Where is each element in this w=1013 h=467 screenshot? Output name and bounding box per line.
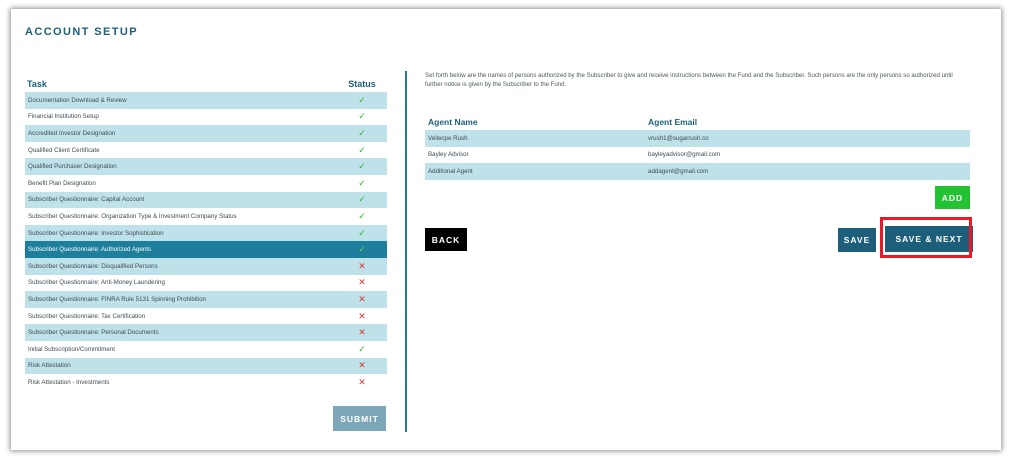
add-agent-button[interactable]: ADD (935, 186, 970, 209)
task-row[interactable] (25, 225, 387, 242)
task-name: Subscriber Questionnaire: Organization Type & Investment Company Status (28, 212, 237, 220)
task-name: Qualified Purchaser Designation (28, 163, 117, 171)
task-name: Subscriber Questionnaire: Authorized Agents (28, 246, 152, 254)
task-row[interactable] (25, 158, 387, 175)
task-name: Subscriber Questionnaire: Personal Documents (28, 329, 159, 337)
account-setup-window (11, 9, 1001, 450)
agent-table-header (425, 113, 970, 130)
task-table (25, 75, 387, 391)
task-row[interactable] (25, 358, 387, 375)
check-icon: ✓ (358, 111, 366, 122)
task-row[interactable] (25, 208, 387, 225)
task-row[interactable] (25, 275, 387, 292)
highlight-box (880, 217, 972, 258)
save-and-next-button[interactable]: SAVE & NEXT (885, 226, 973, 252)
cross-icon: ✕ (358, 293, 366, 304)
task-name: Subscriber Questionnaire: Disqualified Persons (28, 262, 158, 270)
agents-intro-text: Set forth below are the names of persons authorized by the Subscriber to give and receive instructions between the Fund and the Subscriber. Such persons are the only persons so authorized until further notice is given by the Subscriber to the Fund. (425, 72, 953, 88)
save-button[interactable]: SAVE (838, 228, 876, 252)
task-row[interactable] (25, 175, 387, 192)
check-icon: ✓ (358, 144, 366, 155)
status-column-header: Status (348, 78, 376, 89)
agent-email: vrush1@sugarrush.co (648, 134, 709, 142)
agent-email-header: Agent Email (648, 116, 698, 127)
agent-email: bayleyadvisor@gmail.com (648, 151, 721, 159)
task-row[interactable] (25, 341, 387, 358)
task-name: Accredited Investor Designation (28, 129, 116, 137)
check-icon: ✓ (358, 94, 366, 105)
agent-row[interactable] (425, 163, 970, 180)
task-name: Financial Institution Setup (28, 113, 99, 121)
check-icon: ✓ (358, 194, 366, 205)
agent-email: addagent@gmail.com (648, 167, 709, 175)
agent-name: Additional Agent (428, 167, 473, 175)
check-icon: ✓ (358, 244, 366, 255)
task-name: Benefit Plan Designation (28, 179, 96, 187)
task-column-header: Task (27, 78, 47, 89)
task-row[interactable] (25, 374, 387, 391)
task-row[interactable] (25, 109, 387, 126)
agent-table (425, 113, 970, 180)
agent-name-header: Agent Name (428, 116, 478, 127)
task-row[interactable] (25, 258, 387, 275)
cross-icon: ✕ (358, 277, 366, 288)
cross-icon: ✕ (358, 360, 366, 371)
agent-name: Bayley Advisor (428, 151, 469, 159)
task-row-selected[interactable] (25, 241, 387, 258)
task-rows (25, 92, 387, 391)
task-table-header (25, 75, 387, 92)
cross-icon: ✕ (358, 260, 366, 271)
agent-rows (425, 130, 970, 180)
task-row[interactable] (25, 308, 387, 325)
check-icon: ✓ (358, 210, 366, 221)
cross-icon: ✕ (358, 327, 366, 338)
task-name: Documentation Download & Review (28, 96, 127, 104)
check-icon: ✓ (358, 343, 366, 354)
check-icon: ✓ (358, 161, 366, 172)
task-row[interactable] (25, 125, 387, 142)
task-name: Subscriber Questionnaire: Tax Certification (28, 312, 146, 320)
task-name: Initial Subscription/Commitment (28, 345, 115, 353)
task-name: Risk Attestation - Investments (28, 378, 110, 386)
check-icon: ✓ (358, 227, 366, 238)
cross-icon: ✕ (358, 376, 366, 387)
task-name: Qualified Client Certificate (28, 146, 100, 154)
check-icon: ✓ (358, 127, 366, 138)
task-name: Subscriber Questionnaire: Capital Account (28, 196, 145, 204)
task-row[interactable] (25, 92, 387, 109)
task-name: Risk Attestation (28, 362, 71, 370)
panel-divider (405, 71, 407, 432)
agent-name: Vellecpe Rush (428, 134, 468, 142)
check-icon: ✓ (358, 177, 366, 188)
submit-button[interactable]: SUBMIT (333, 406, 386, 431)
agent-row[interactable] (425, 147, 970, 164)
cross-icon: ✕ (358, 310, 366, 321)
task-name: Subscriber Questionnaire: FINRA Rule 5131 Spinning Prohibition (28, 295, 207, 303)
back-button[interactable]: BACK (425, 228, 467, 251)
task-name: Subscriber Questionnaire: Investor Sophistication (28, 229, 164, 237)
page-title: ACCOUNT SETUP (25, 26, 138, 38)
task-row[interactable] (25, 142, 387, 159)
task-row[interactable] (25, 192, 387, 209)
task-name: Subscriber Questionnaire: Anti-Money Laundering (28, 279, 165, 287)
task-row[interactable] (25, 291, 387, 308)
task-row[interactable] (25, 324, 387, 341)
agent-row[interactable] (425, 130, 970, 147)
